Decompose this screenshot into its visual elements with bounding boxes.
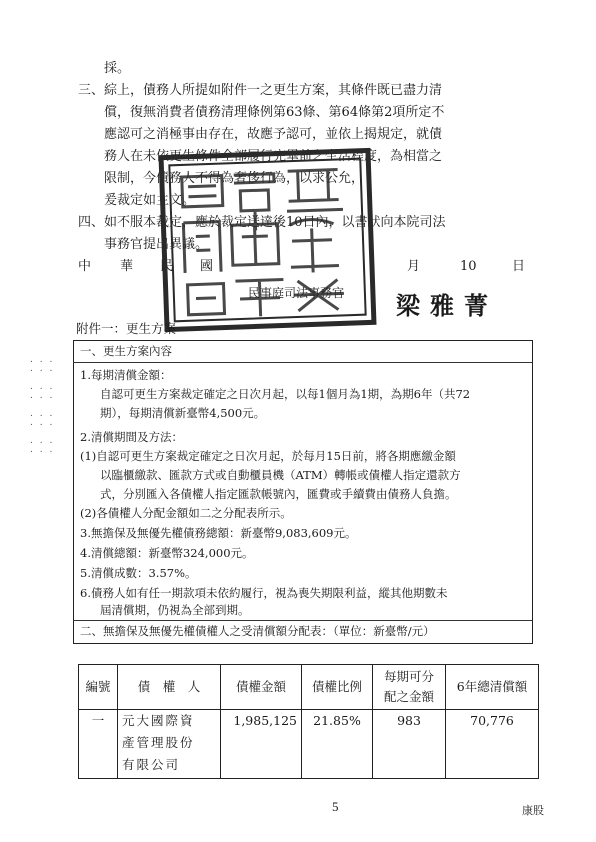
continued-text: 採。 — [104, 61, 131, 76]
attachment-title: 附件一：更生方案 — [76, 321, 177, 336]
table-row — [79, 710, 539, 779]
creditor-line: 有限公司 — [122, 757, 181, 772]
date-char: 民 — [160, 259, 174, 274]
item3-line: 限制，今債務人不得為奢侈行為，以求公允， — [104, 171, 365, 186]
cell-creditor — [118, 710, 221, 779]
s1-item2-line: (2)各債權人分配金額如二之分配表所示。 — [80, 506, 292, 520]
date-char: 華 — [120, 259, 134, 274]
header-cell — [373, 665, 446, 710]
seal-stamp-icon — [157, 146, 378, 333]
item3-line: 綜上，債務人所提如附件一之更生方案，其條件既已盡力清 — [104, 83, 443, 98]
s1-item2-line: 式，分別匯入各債權人指定匯款帳號內，匯費或手續費由債務人負擔。 — [100, 487, 457, 501]
s1-item4: 4.清償總額：新臺幣324,000元。 — [80, 546, 254, 560]
s1-item3: 3.無擔保及無優先權債務總額：新臺幣9,083,609元。 — [80, 526, 357, 540]
header-line: 配之金額 — [383, 689, 434, 704]
section2-title: 二、無擔保及無優先權債權人之受清償額分配表：（單位：新臺幣/元） — [80, 624, 435, 638]
date-char: 10 — [460, 259, 477, 274]
creditor-line: 產管理股份 — [122, 735, 195, 750]
creditor-line: 元大國際資 — [122, 713, 195, 728]
divider — [73, 620, 532, 621]
distribution-table — [78, 664, 539, 779]
s1-item2-line: (1)自認可更生方案裁定確定之日次月起，於每月15日前，將各期應繳金額 — [80, 449, 456, 463]
header-cell: 編號 — [79, 665, 118, 710]
page-number: 5 — [332, 799, 339, 814]
s1-item5: 5.清償成數：3.57%。 — [80, 566, 197, 580]
cell-ratio: 21.85% — [302, 710, 373, 779]
s1-item1-line: 自認可更生方案裁定確定之日次月起，以每1個月為1期，為期6年（共72 — [100, 387, 471, 401]
divider — [73, 362, 532, 363]
header-cell: 債權金額 — [221, 665, 302, 710]
item3-line: 爰裁定如主文。 — [104, 193, 196, 208]
header-cell: 債權比例 — [302, 665, 373, 710]
cell-amount: 1,985,125 — [221, 710, 302, 779]
officer-title: 民事庭司法事務官 — [248, 286, 345, 300]
cell-per-period: 983 — [373, 710, 446, 779]
footer-mark: 康股 — [522, 804, 544, 817]
item4-line: 如不服本裁定，應於裁定送達後10日內，以書狀向本院司法 — [104, 215, 446, 230]
header-cell: 債 權 人 — [118, 665, 221, 710]
s1-item1-title: 1.每期清償金額： — [80, 368, 172, 382]
cell-total: 70,776 — [446, 710, 539, 779]
s1-item6-line: 6.債務人如有任一期款項未依約履行，視為喪失期限利益，縱其他期數未 — [80, 586, 448, 600]
s1-item1-line: 期），每期清償新臺幣4,500元。 — [100, 406, 266, 420]
s1-item2-line: 以臨櫃繳款、匯款方式或自動櫃員機（ATM）轉帳或債權人指定還款方 — [100, 468, 461, 482]
date-char: 國 — [200, 259, 214, 274]
section1-title: 一、更生方案內容 — [80, 344, 172, 358]
item4-line: 事務官提出異議。 — [104, 237, 209, 252]
date-char: 中 — [78, 259, 92, 274]
table-header-row — [79, 665, 539, 710]
date-char: 月 — [407, 259, 421, 274]
s1-item2-title: 2.清償期間及方法： — [80, 430, 183, 444]
header-line: 每期可分 — [383, 669, 434, 684]
item4-marker: 四、 — [78, 215, 105, 230]
cell-no: 一 — [79, 710, 118, 779]
item3-line: 務人在未依更生條件全部履行完畢前之生活程度，為相當之 — [104, 149, 443, 164]
court-seal — [157, 146, 378, 333]
margin-dots: . . . . . . . . . . . . . . . . . . . . . . . . — [30, 355, 55, 455]
signature: 梁雅菁 — [396, 291, 498, 320]
item3-line: 償，復無消費者債務清理條例第63條、第64條第2項所定不 — [104, 105, 445, 120]
header-cell: 6年總清償額 — [446, 665, 539, 710]
item3-marker: 三、 — [78, 83, 105, 98]
s1-item6-line: 屆清償期，仍視為全部到期。 — [100, 603, 250, 617]
item3-line: 應認可之消極事由存在，故應予認可，並依上揭規定，就債 — [104, 127, 443, 142]
date-char: 日 — [512, 259, 526, 274]
